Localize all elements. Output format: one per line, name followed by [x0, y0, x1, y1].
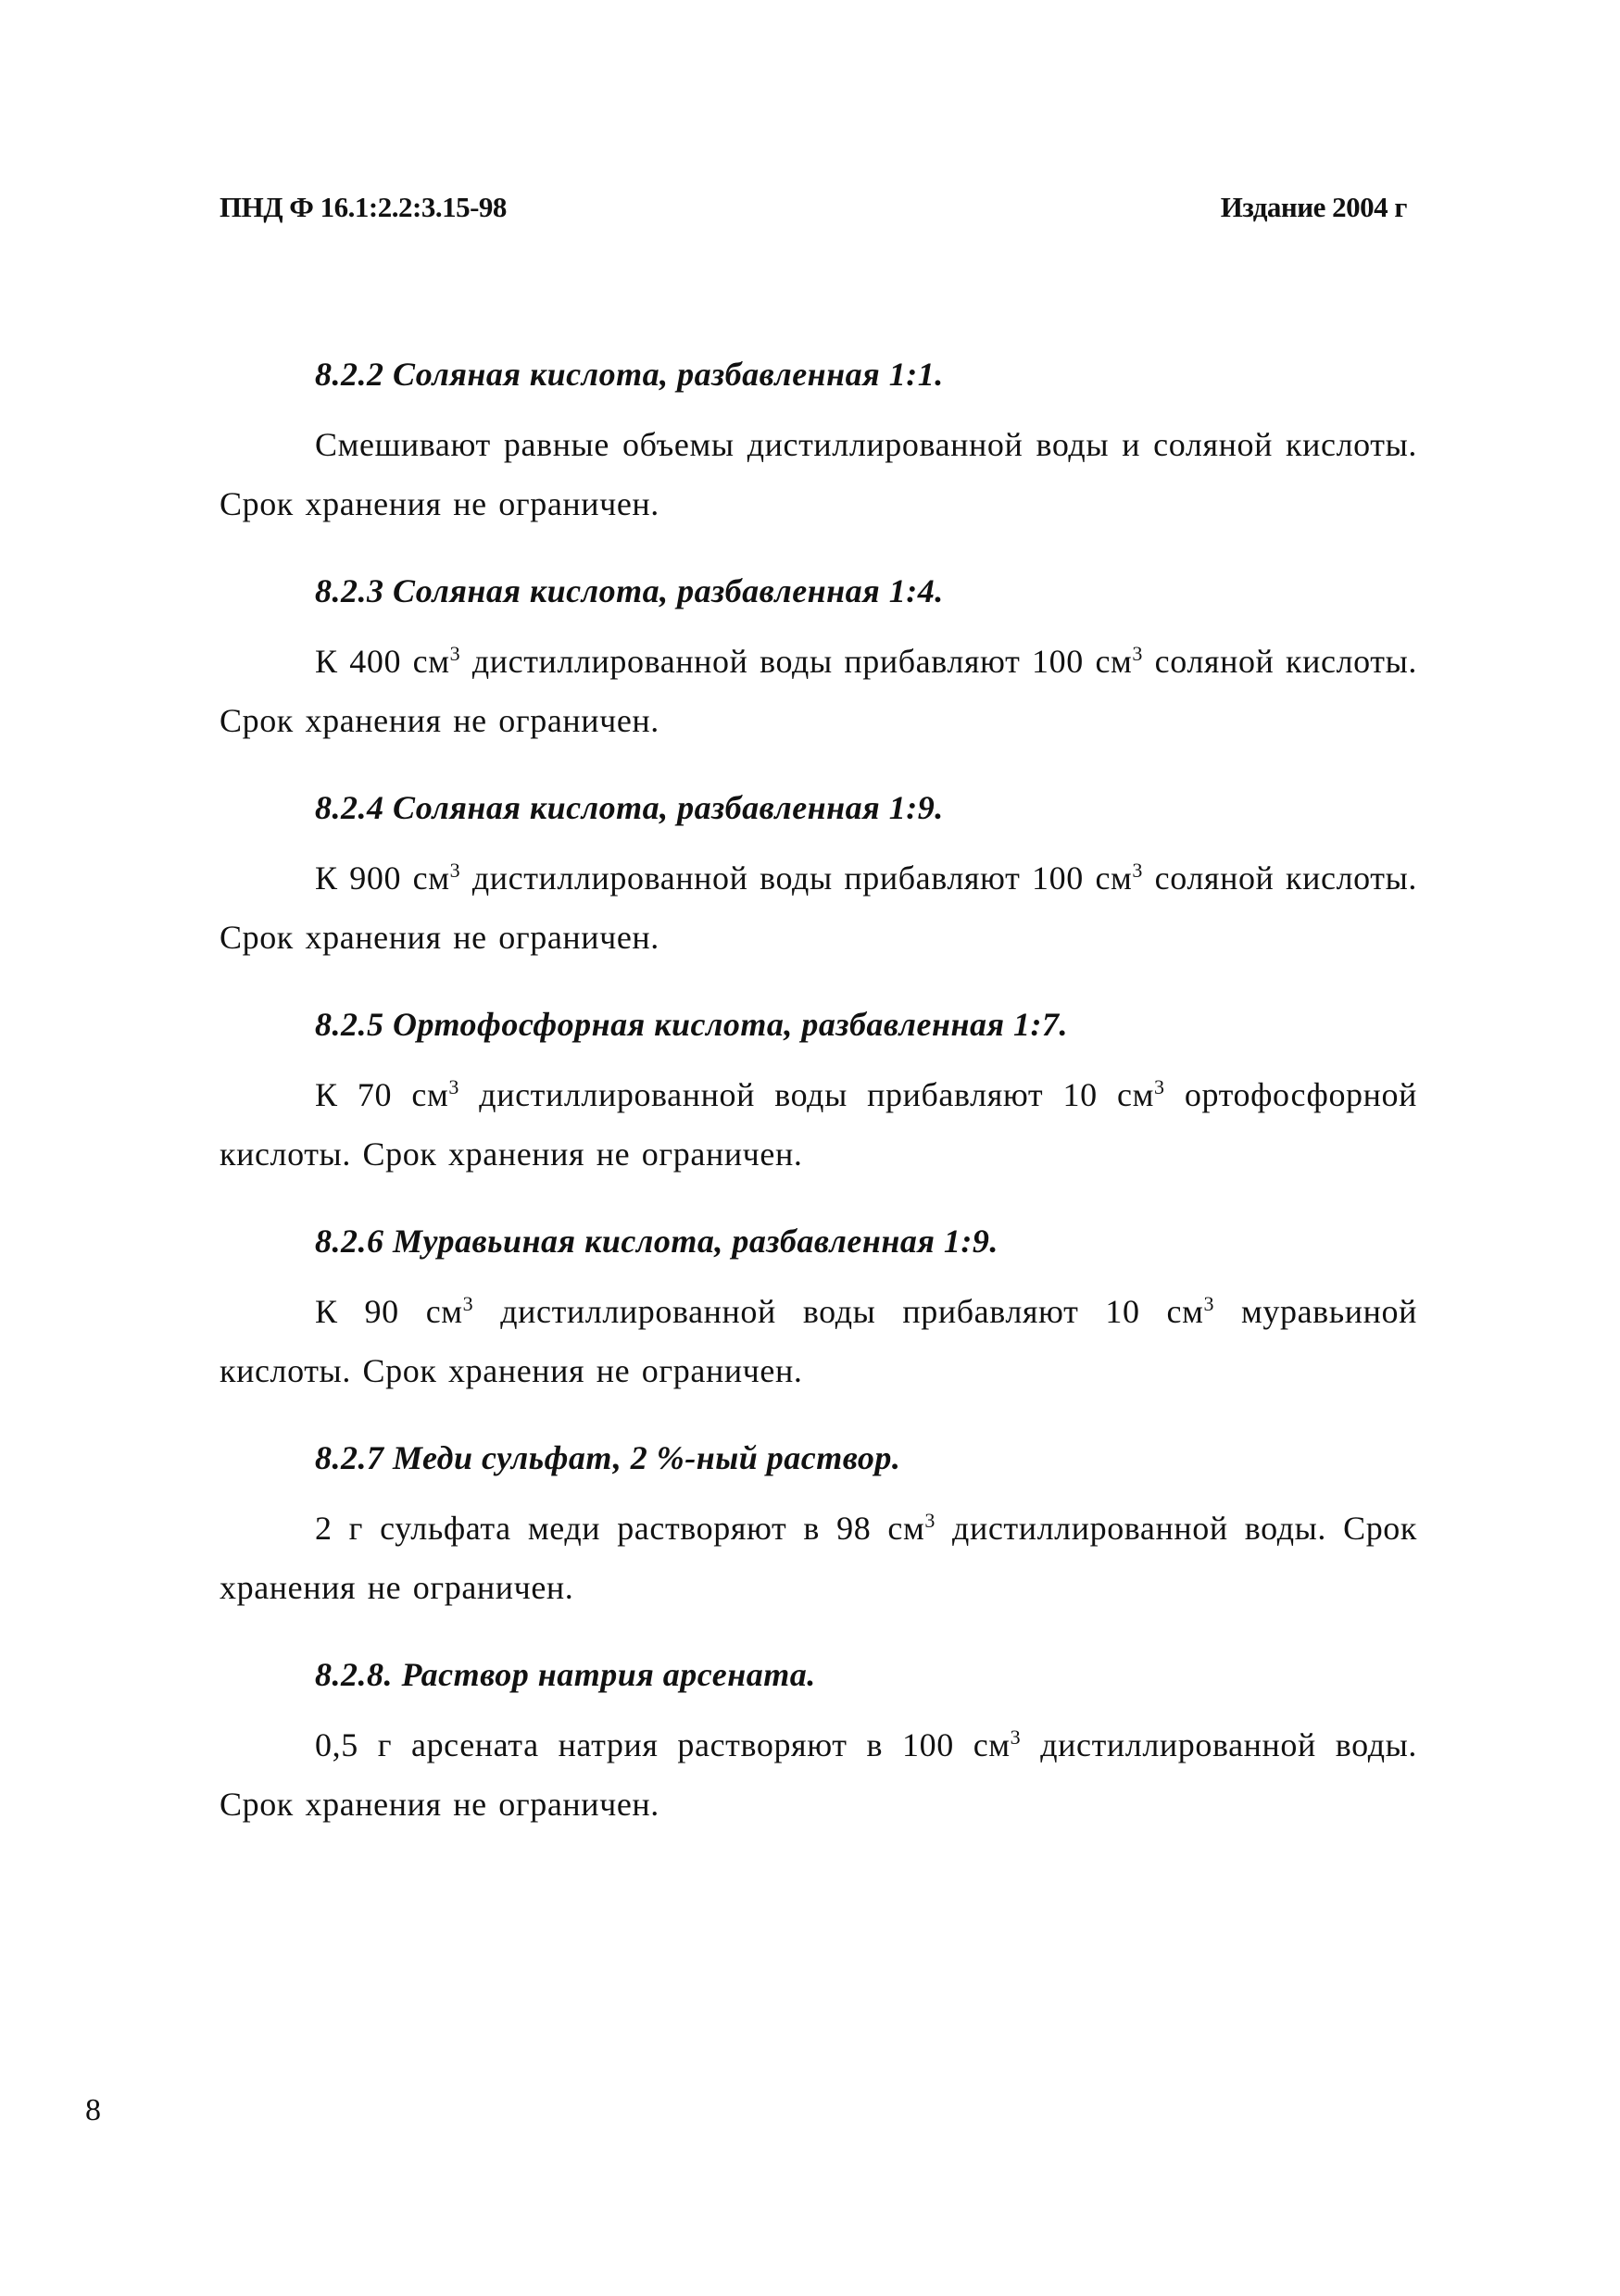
- superscript: 3: [1010, 1725, 1022, 1749]
- section-paragraph: [220, 632, 1417, 750]
- paragraph-text: соляной кислоты. Срок хранения не ограничен.: [220, 643, 1417, 739]
- superscript: 3: [448, 1075, 459, 1098]
- paragraph-text: дистиллированной воды. Срок хранения не ограничен.: [220, 1726, 1417, 1823]
- paragraph-text: К 900 см: [315, 859, 450, 897]
- paragraph-text: дистиллированной воды прибавляют 10 см: [459, 1076, 1154, 1113]
- superscript: 3: [1132, 642, 1144, 665]
- section-8-2-7: [220, 1436, 1417, 1617]
- paragraph-text: дистиллированной воды прибавляют 10 см: [473, 1293, 1204, 1330]
- section-heading: 8.2.2 Соляная кислота, разбавленная 1:1.: [315, 356, 944, 393]
- paragraph-text: муравьиной кислоты. Срок хранения не ограничен.: [220, 1293, 1417, 1389]
- paragraph-text: Смешивают равные объемы дистиллированной воды и соляной кислоты. Срок хранения не ограничен.: [220, 426, 1417, 522]
- superscript: 3: [449, 642, 461, 665]
- section-heading: 8.2.5 Ортофосфорная кислота, разбавленная 1:7.: [315, 1006, 1068, 1043]
- superscript: 3: [1132, 859, 1144, 882]
- section-heading: 8.2.4 Соляная кислота, разбавленная 1:9.: [315, 789, 944, 826]
- section-8-2-2: [220, 352, 1417, 533]
- paragraph-text: К 90 см: [315, 1293, 463, 1330]
- section-heading: 8.2.8. Раствор натрия арсената.: [315, 1656, 816, 1693]
- section-paragraph: [220, 1499, 1417, 1617]
- page-body: [220, 352, 1417, 1869]
- paragraph-text: ортофосфорной кислоты. Срок хранения не ограничен.: [220, 1076, 1417, 1173]
- paragraph-text: соляной кислоты. Срок хранения не ограничен.: [220, 859, 1417, 956]
- section-paragraph: [220, 1715, 1417, 1834]
- superscript: 3: [1153, 1075, 1165, 1098]
- section-8-2-4: [220, 785, 1417, 967]
- section-heading: 8.2.3 Соляная кислота, разбавленная 1:4.: [315, 572, 944, 609]
- paragraph-text: К 70 см: [315, 1076, 449, 1113]
- section-8-2-5: [220, 1002, 1417, 1184]
- section-paragraph: [220, 415, 1417, 533]
- paragraph-text: 0,5 г арсената натрия растворяют в 100 см: [315, 1726, 1011, 1763]
- section-paragraph: [220, 1282, 1417, 1400]
- paragraph-text: дистиллированной воды прибавляют 100 см: [460, 859, 1133, 897]
- section-paragraph: [220, 848, 1417, 967]
- section-8-2-3: [220, 569, 1417, 750]
- section-8-2-6: [220, 1219, 1417, 1400]
- superscript: 3: [924, 1509, 936, 1532]
- paragraph-text: дистиллированной воды. Срок хранения не ограничен.: [220, 1510, 1417, 1606]
- paragraph-text: К 400 см: [315, 643, 450, 680]
- page-number: 8: [85, 2093, 101, 2127]
- section-8-2-8: [220, 1652, 1417, 1834]
- paragraph-text: 2 г сульфата меди растворяют в 98 см: [315, 1510, 925, 1547]
- section-paragraph: [220, 1065, 1417, 1184]
- section-heading: 8.2.7 Меди сульфат, 2 %-ный раствор.: [315, 1439, 901, 1476]
- superscript: 3: [449, 859, 461, 882]
- edition-label: Издание 2004 г: [1220, 191, 1407, 223]
- document-code: ПНД Ф 16.1:2.2:3.15-98: [220, 191, 507, 223]
- paragraph-text: дистиллированной воды прибавляют 100 см: [460, 643, 1133, 680]
- superscript: 3: [462, 1292, 474, 1315]
- section-heading: 8.2.6 Муравьиная кислота, разбавленная 1:9.: [315, 1223, 998, 1260]
- superscript: 3: [1203, 1292, 1215, 1315]
